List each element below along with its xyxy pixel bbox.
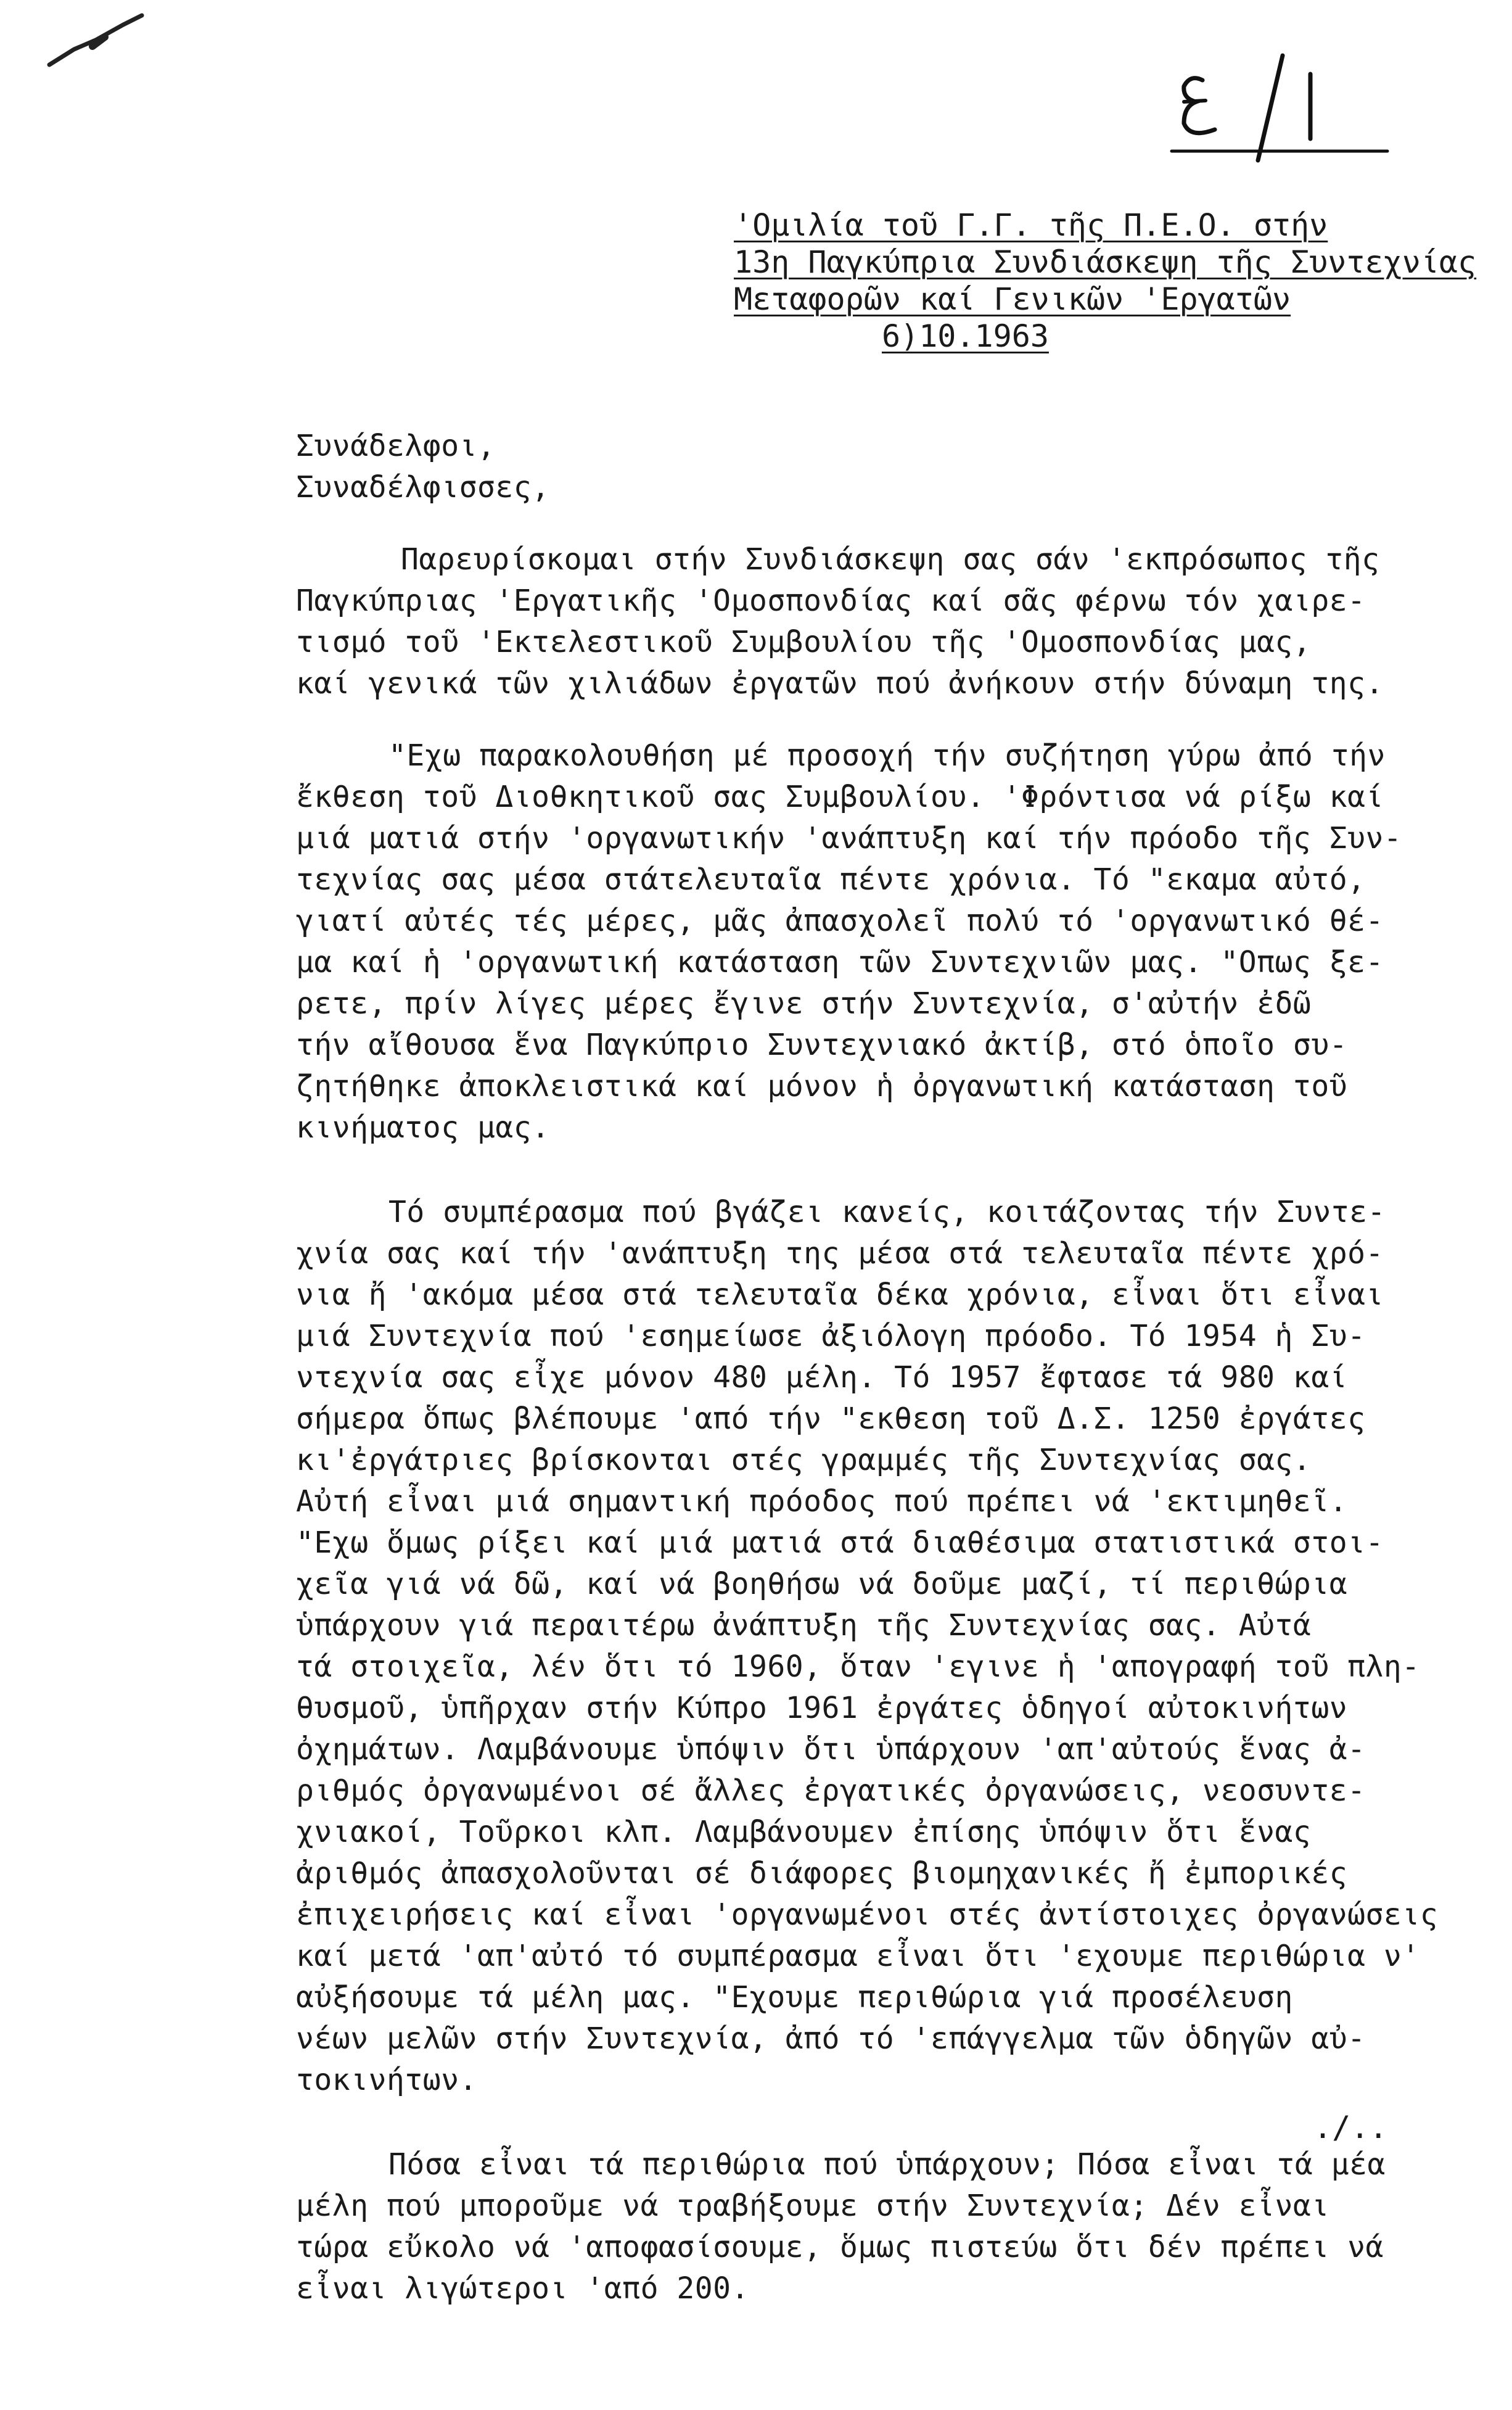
paragraph-4 [296, 2144, 1455, 2309]
text-line: χνιακοί, Τοῦρκοι κλπ. Λαμβάνουμεν ἐπίσης ὑπόψιν ὅτι ἕνας [296, 1815, 1312, 1849]
text-line: σήμερα ὅπως βλέπουμε 'από τήν "εκθεση τοῦ Δ.Σ. 1250 ἐργάτες [296, 1401, 1366, 1436]
heading-date: 6)10.1963 [882, 318, 1049, 354]
paragraph-3 [296, 1192, 1455, 2101]
text-line: τήν αἴθουσα ἕνα Παγκύπριο Συντεχνιακό ἀκτίβ, στό ὁποῖο συ- [296, 1028, 1348, 1062]
speech-body [296, 426, 1455, 2309]
text-line: "Εχω ὅμως ρίξει καί μιά ματιά στά διαθέσιμα στατιστικά στοι- [296, 1525, 1384, 1560]
text-line: Αὐτή εἶναι μιά σημαντική πρόοδος πού πρέπει νά 'εκτιμηθεῖ. [296, 1484, 1348, 1519]
text-line: μέλη πού μποροῦμε νά τραβήξουμε στήν Συντεχνία; Δέν εἶναι [296, 2189, 1329, 2223]
text-line: μιά ματιά στήν 'οργανωτικήν 'ανάπτυξη καί τήν πρόοδο τῆς Συν- [296, 821, 1402, 856]
salutation-line: Συνάδελφοι, [296, 429, 496, 463]
text-line: κινήματος μας. [296, 1110, 550, 1145]
text-line: τοκινήτων. [296, 2063, 477, 2097]
text-line: θυσμοῦ, ὑπῆρχαν στήν Κύπρο 1961 ἐργάτες ὁδηγοί αὐτοκινήτων [296, 1691, 1348, 1725]
text-line: εἶναι λιγώτεροι 'από 200. [296, 2271, 749, 2306]
text-line: ἔκθεση τοῦ Διοθκητικοῦ σας Συμβουλίου. 'Φρόντισα νά ρίξω καί [296, 780, 1384, 814]
text-line: καί γενικά τῶν χιλιάδων ἐργατῶν πού ἀνήκουν στήν δύναμη της. [296, 666, 1384, 701]
text-line: τισμό τοῦ 'Εκτελεστικοῦ Συμβουλίου τῆς 'Ομοσπονδίας μας, [296, 625, 1312, 659]
text-line: μα καί ἡ 'οργανωτική κατάσταση τῶν Συντεχνιῶν μας. "Οπως ξε- [296, 945, 1384, 980]
text-line: νέων μελῶν στήν Συντεχνία, ἀπό τό 'επάγγελμα τῶν ὁδηγῶν αὐ- [296, 2021, 1366, 2056]
text-line: Παγκύπριας 'Εργατικῆς 'Ομοσπονδίας καί σᾶς φέρνω τόν χαιρε- [296, 584, 1366, 618]
text-line: ἐπιχειρήσεις καί εἶναι 'οργανωμένοι στές ἀντίστοιχες ὀργανώσεις [296, 1897, 1439, 1932]
text-line: ὀχημάτων. Λαμβάνουμε ὑπόψιν ὅτι ὑπάρχουν 'απ'αὐτούς ἕνας ἀ- [296, 1732, 1366, 1767]
text-line: χεῖα γιά νά δῶ, καί νά βοηθήσω νά δοῦμε μαζί, τί περιθώρια [296, 1567, 1348, 1601]
heading-line-1: 'Ομιλία τοῦ Γ.Γ. τῆς Π.Ε.Ο. στήν [734, 207, 1328, 243]
paragraph-2 [296, 735, 1455, 1149]
heading-line-2: 13η Παγκύπρια Συνδιάσκεψη τῆς Συντεχνίας [734, 244, 1477, 280]
text-line: γιατί αὐτές τές μέρες, μᾶς ἀπασχολεῖ πολύ τό 'οργανωτικό θέ- [296, 904, 1384, 938]
text-line: Παρευρίσκομαι στήν Συνδιάσκεψη σας σάν 'εκπρόσωπος τῆς [401, 542, 1380, 577]
text-line: ντεχνία σας εἶχε μόνον 480 μέλη. Τό 1957 ἔφτασε τά 980 καί [296, 1360, 1348, 1395]
text-line: τώρα εὔκολο νά 'αποφασίσουμε, ὅμως πιστεύω ὅτι δέν πρέπει νά [296, 2230, 1384, 2264]
corner-ink-mark [37, 12, 160, 80]
salutation-line: Συναδέλφισσες, [296, 470, 550, 505]
archive-reference-mark [1165, 37, 1394, 173]
speech-heading [734, 207, 1477, 355]
text-line: ριθμός ὀργανωμένοι σέ ἄλλες ἐργατικές ὀργανώσεις, νεοσυντε- [296, 1773, 1366, 1808]
text-line: τεχνίας σας μέσα στάτελευταῖα πέντε χρόνια. Τό "εκαμα αὐτό, [296, 862, 1366, 897]
continuation-mark: ./.. [1313, 2110, 1388, 2145]
text-line: "Εχω παρακολουθήση μέ προσοχή τήν συζήτηση γύρω ἀπό τήν [388, 738, 1386, 773]
text-line: ὑπάρχουν γιά περαιτέρω ἀνάπτυξη τῆς Συντεχνίας σας. Αὐτά [296, 1608, 1312, 1643]
text-line: ἀριθμός ἀπασχολοῦνται σέ διάφορες βιομηχανικές ἤ ἐμπορικές [296, 1856, 1348, 1891]
heading-line-3: Μεταφορῶν καί Γενικῶν 'Εργατῶν [734, 281, 1291, 317]
text-line: ρετε, πρίν λίγες μέρες ἔγινε στήν Συντεχνία, σ'αὐτήν ἐδῶ [296, 986, 1312, 1021]
text-line: τά στοιχεῖα, λέν ὅτι τό 1960, ὅταν 'εγινε ἡ 'απογραφή τοῦ πλη- [296, 1649, 1420, 1684]
text-line: Πόσα εἶναι τά περιθώρια πού ὑπάρχουν; Πόσα εἶναι τά μέα [388, 2147, 1386, 2182]
text-line: ζητήθηκε ἀποκλειστικά καί μόνον ἡ ὀργανωτική κατάσταση τοῦ [296, 1069, 1348, 1104]
text-line: χνία σας καί τήν 'ανάπτυξη της μέσα στά τελευταῖα πέντε χρό- [296, 1236, 1384, 1271]
text-line: νια ἤ 'ακόμα μέσα στά τελευταῖα δέκα χρόνια, εἶναι ὅτι εἶναι [296, 1277, 1384, 1312]
text-line: μιά Συντεχνία πού 'εσημείωσε ἀξιόλογη πρόοδο. Τό 1954 ἡ Συ- [296, 1319, 1366, 1353]
paragraph-1 [296, 539, 1455, 704]
text-line: αὐξήσουμε τά μέλη μας. "Εχουμε περιθώρια γιά προσέλευση [296, 1980, 1293, 2015]
text-line: κι'ἐργάτριες βρίσκονται στές γραμμές τῆς Συντεχνίας σας. [296, 1443, 1312, 1477]
text-line: καί μετά 'απ'αὐτό τό συμπέρασμα εἶναι ὅτι 'εχουμε περιθώρια ν' [296, 1939, 1420, 1973]
text-line: Τό συμπέρασμα πού βγάζει κανείς, κοιτάζοντας τήν Συντε- [388, 1195, 1386, 1229]
